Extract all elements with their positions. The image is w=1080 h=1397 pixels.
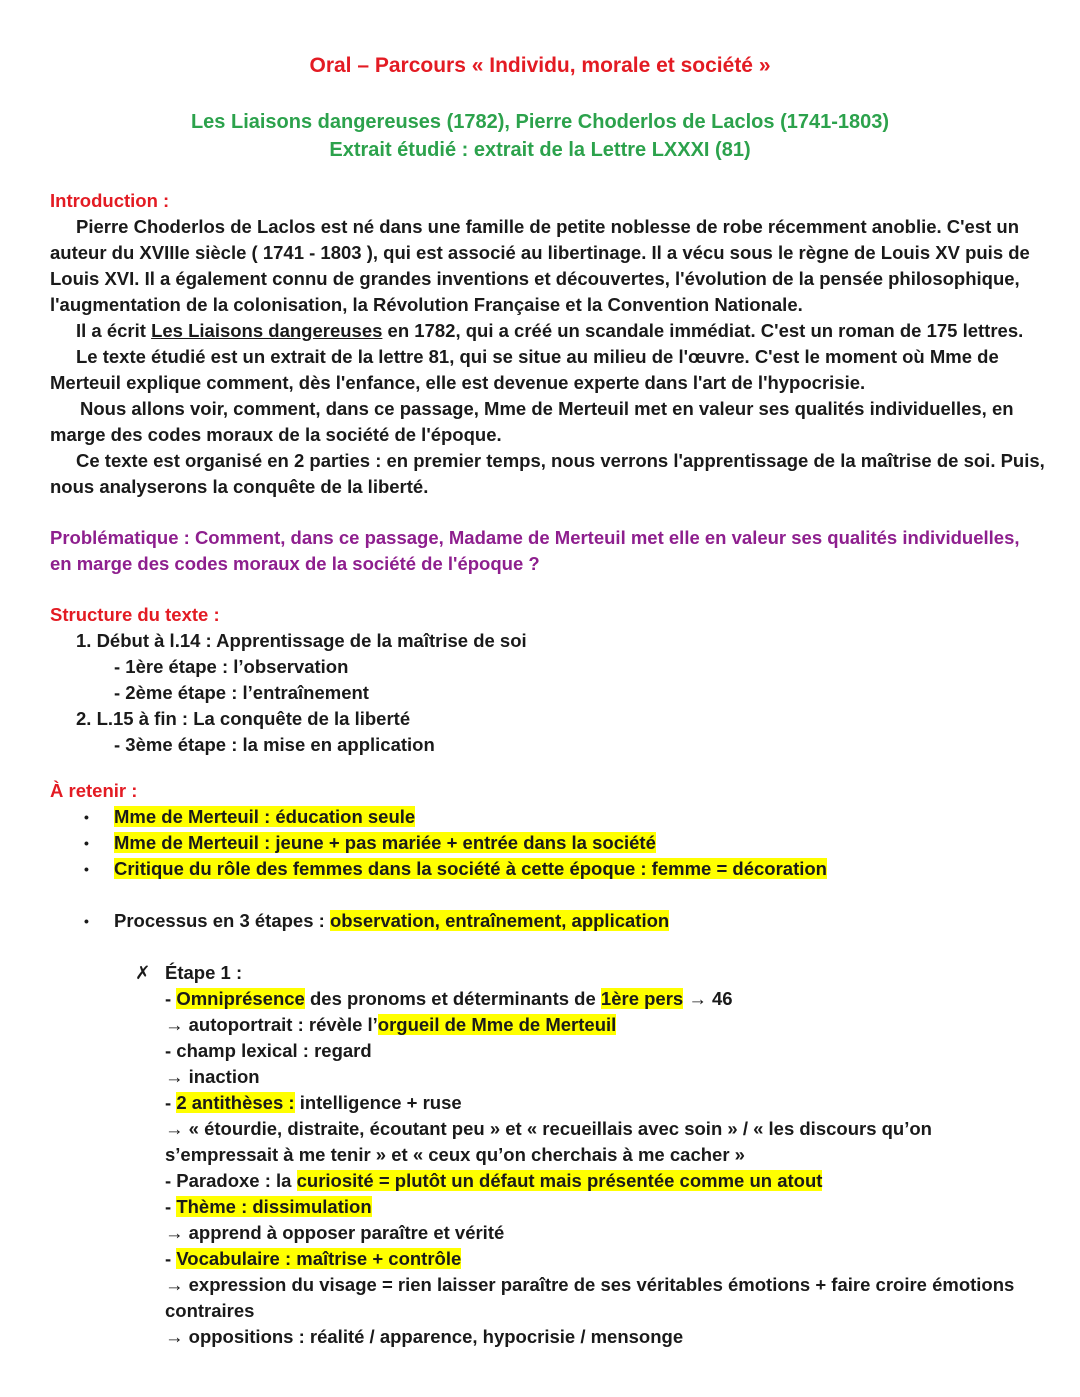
bullet-icon: • [84, 835, 89, 851]
book-title: Les Liaisons dangereuses [151, 320, 383, 341]
etape-line: → oppositions : réalité / apparence, hypocrisie / mensonge [165, 1326, 684, 1347]
problematique-line: Problématique : Comment, dans ce passage, Madame de Merteuil met elle en valeur ses qualités individuelles, [50, 527, 1020, 548]
etape-line: s’empressait à me tenir » et « ceux qu’on cherchais à me cacher » [165, 1144, 745, 1165]
bullet-icon: • [84, 809, 89, 825]
intro-line: Ce texte est organisé en 2 parties : en premier temps, nous verrons l'apprentissage de la maîtrise de soi. Puis, [76, 450, 1045, 471]
intro-line: Il a écrit Les Liaisons dangereuses en 1782, qui a créé un scandale immédiat. C'est un roman de 175 lettres. [76, 320, 1024, 341]
etape-line: - Vocabulaire : maîtrise + contrôle [165, 1248, 462, 1269]
intro-line: Louis XVI. Il a également connu de grandes inventions et découvertes, l'évolution de la pensée philosophique, [50, 268, 1020, 289]
structure-item: 1. Début à l.14 : Apprentissage de la maîtrise de soi [76, 630, 527, 651]
etape-title: Étape 1 : [165, 962, 243, 983]
retenir-heading: À retenir : [50, 780, 138, 801]
intro-line: Pierre Choderlos de Laclos est né dans une famille de petite noblesse de robe récemment anoblie. C'est un [76, 216, 1020, 237]
etape-line: - champ lexical : regard [165, 1040, 372, 1061]
intro-line: marge des codes moraux de la société de l'époque. [50, 424, 502, 445]
etape-line: → « étourdie, distraite, écoutant peu » et « recueillais avec soin » / « les discours qu’on [165, 1118, 932, 1139]
etape-line: - Thème : dissimulation [165, 1196, 372, 1217]
extract-reference: Extrait étudié : extrait de la Lettre LXXXI (81) [329, 139, 751, 161]
retenir-item: Mme de Merteuil : éducation seule [114, 806, 416, 827]
problematique-line: en marge des codes moraux de la société de l'époque ? [50, 553, 540, 574]
intro-line: auteur du XVIIIe siècle ( 1741 - 1803 ), qui est associé au libertinage. Il a vécu sous le règne de Louis XV puis de [50, 242, 1030, 263]
etape-line: - Paradoxe : la curiosité = plutôt un défaut mais présentée comme un atout [165, 1170, 823, 1191]
cross-mark-icon: ✗ [135, 962, 151, 983]
retenir-item: Mme de Merteuil : jeune + pas mariée + entrée dans la société [114, 832, 656, 853]
intro-line: nous analyserons la conquête de la liberté. [50, 476, 429, 497]
structure-item: 2. L.15 à fin : La conquête de la liberté [76, 708, 411, 729]
etape-line: - 2 antithèses : intelligence + ruse [165, 1092, 462, 1113]
structure-item: - 1ère étape : l’observation [114, 656, 349, 677]
etape-line: - Omniprésence des pronoms et déterminants de 1ère pers → 46 [165, 988, 733, 1009]
intro-line: l'augmentation de la colonisation, la Révolution Française et la Convention Nationale. [50, 294, 803, 315]
etape-line: contraires [165, 1300, 255, 1321]
intro-line: Nous allons voir, comment, dans ce passage, Mme de Merteuil met en valeur ses qualités individuelles, en [80, 398, 1014, 419]
structure-heading: Structure du texte : [50, 604, 220, 625]
structure-item: - 3ème étape : la mise en application [114, 734, 435, 755]
structure-item: - 2ème étape : l’entraînement [114, 682, 369, 703]
retenir-item: Critique du rôle des femmes dans la société à cette époque : femme = décoration [114, 858, 827, 879]
etape-line: → expression du visage = rien laisser paraître de ses véritables émotions + faire croire émotions [165, 1274, 1015, 1295]
work-reference: Les Liaisons dangereuses (1782), Pierre Choderlos de Laclos (1741-1803) [190, 111, 890, 133]
intro-line: Merteuil explique comment, dès l'enfance, elle est devenue experte dans l'art de l'hypocrisie. [50, 372, 866, 393]
etape-line: → autoportrait : révèle l’orgueil de Mme de Merteuil [165, 1014, 617, 1035]
etape-line: → apprend à opposer paraître et vérité [165, 1222, 505, 1243]
etape-line: → inaction [165, 1066, 260, 1087]
bullet-icon: • [84, 913, 89, 929]
page-title: Oral – Parcours « Individu, morale et société » [309, 54, 771, 77]
process-line: Processus en 3 étapes : observation, entraînement, application [114, 910, 670, 931]
bullet-icon: • [84, 861, 89, 877]
intro-heading: Introduction : [50, 190, 170, 211]
intro-line: Le texte étudié est un extrait de la lettre 81, qui se situe au milieu de l'œuvre. C'est le moment où Mme de [76, 346, 999, 367]
